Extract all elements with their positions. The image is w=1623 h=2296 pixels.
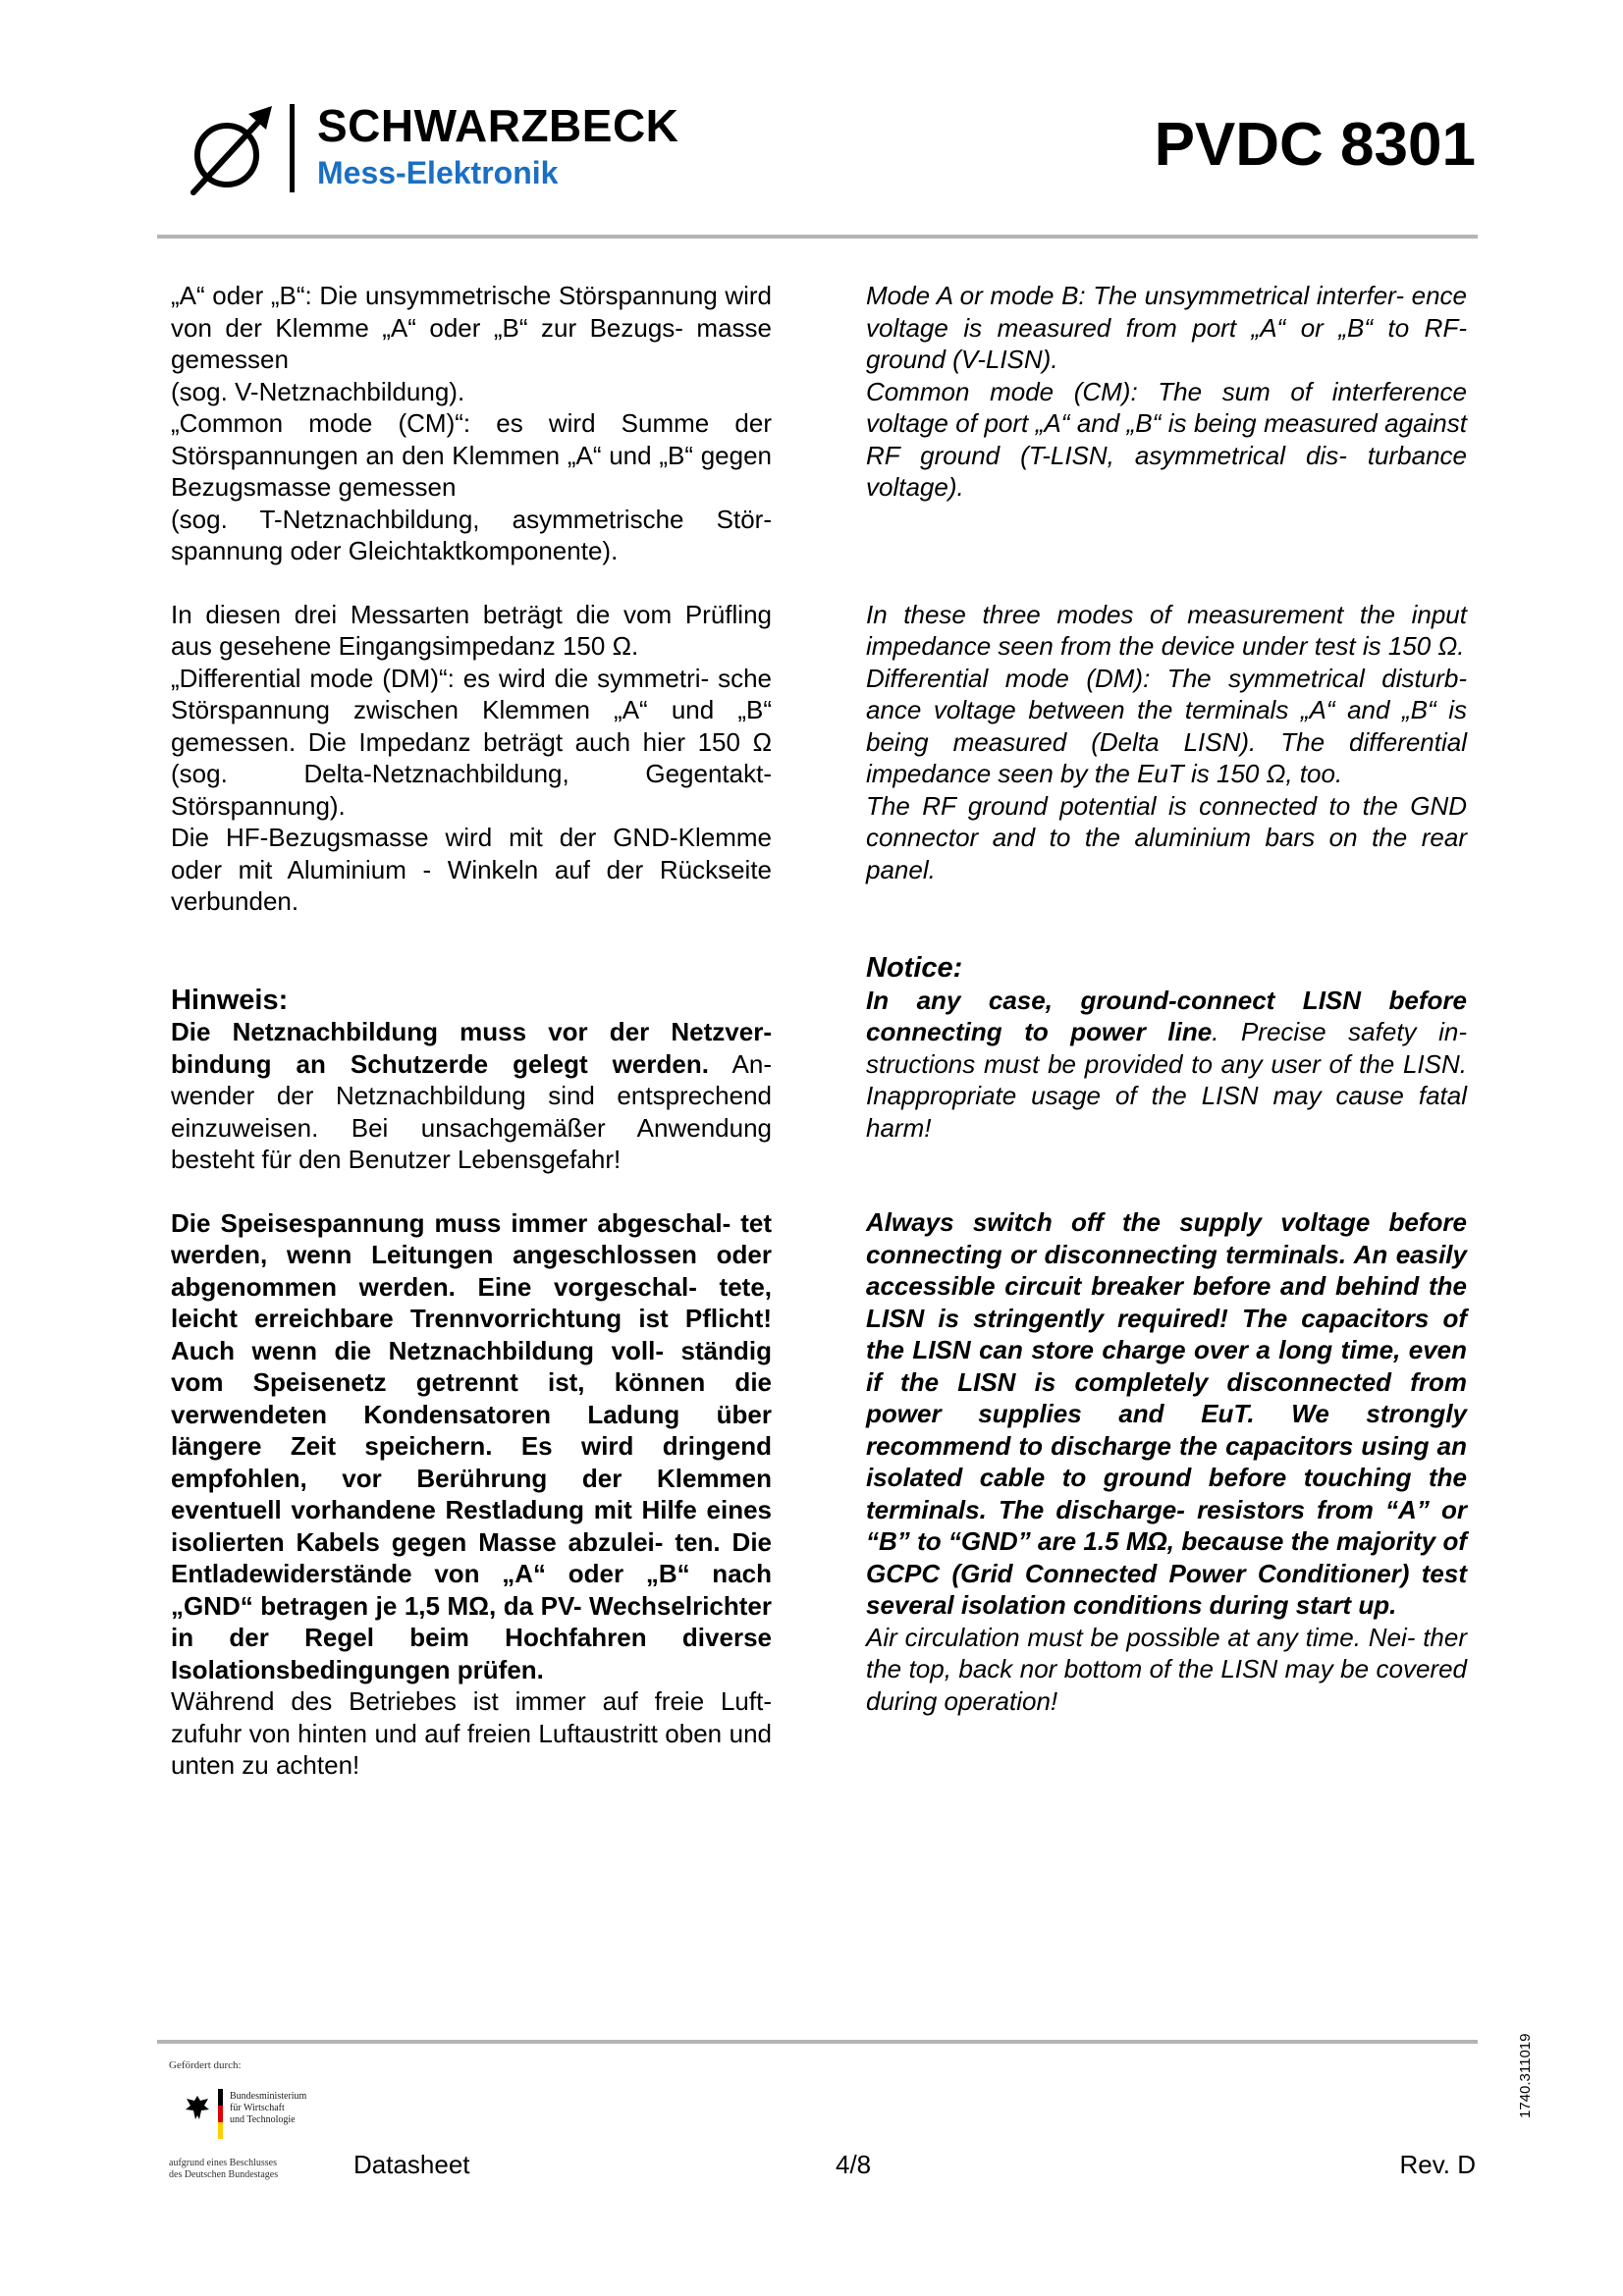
document-title: PVDC 8301: [1154, 111, 1476, 179]
text-line: Die HF-Bezugsmasse wird mit der GND-Klemme oder mit Aluminium - Winkeln auf der Rückseite verbunden.: [171, 823, 772, 916]
text-line: (sog. V-Netznachbildung).: [171, 376, 465, 406]
funding-logo: [169, 2059, 336, 2187]
notice-heading-en: Notice:: [866, 952, 963, 984]
impedance-paragraph-en: [866, 599, 1467, 886]
notice-bold-en: In any case, ground-connect LISN before connecting to power line: [866, 985, 1467, 1046]
ministry-name: [230, 2091, 306, 2126]
german-flag-icon: [218, 2089, 223, 2140]
text-line: Mode A or mode B: The unsymmetrical interfer- ence voltage is measured from port „A“ or „B“ to RF-ground (V-LISN).: [866, 281, 1467, 374]
notice-heading-de: Hinweis:: [171, 984, 289, 1016]
text-line: „Common mode (CM)“: es wird Summe der Störspannungen an den Klemmen „A“ und „B“ gegen Bezugsmasse gemessen: [171, 408, 772, 502]
modes-paragraph-de: [171, 280, 772, 567]
schwarzbeck-logo-icon: [182, 102, 280, 200]
warning-text-en: Always switch off the supply voltage before connecting or disconnecting terminals. An easily accessible circuit breaker before and behind the LISN is stringently required! The capacitors of the LISN can store charge over a long time, even if the LISN is completely disconnected from power supplies and EuT. We strongly recommend to discharge the capacitors using an isolated cable to ground before touching the terminals. The discharge- resistors from “A” or “B” to “GND” are 1.5 MΩ, because the majority of GCPC (Grid Connected Power Conditioner) test several isolation conditions during start up.: [866, 1207, 1467, 1620]
page-number: 4/8: [836, 2150, 872, 2179]
brand-logo: [172, 94, 682, 202]
text-line: Differential mode (DM): The symmetrical disturb- ance voltage between the terminals „A“ and „B“ is being measured (Delta LISN). The differential impedance seen by the EuT is 150 Ω, too.: [866, 663, 1467, 788]
warning-text-de: Die Speisespannung muss immer abgeschal- tet werden, wenn Leitungen angeschlossen oder abgenommen werden. Eine vorgeschal- tete, leicht erreichbare Trennvorrichtung ist Pflicht! Auch wenn die Netznachbildung voll- ständig vom Speisenetz getrennt ist, können die verwendeten Kondensatoren Ladung über längere Zeit speichern. Es wird dringend empfohlen, vor Berührung der Klemmen eventuell vorhandene Restladung mit Hilfe eines isolierten Kabels gegen Masse abzulei- ten. Die Entladewiderstände von „A“ oder „B“ nach „GND“ betragen je 1,5 MΩ, da PV- Wechselrichter in der Regel beim Hochfahren diverse Isolationsbedingungen prüfen.: [171, 1207, 772, 1684]
federal-eagle-icon: [183, 2093, 212, 2122]
footer-label: Datasheet: [353, 2150, 470, 2179]
modes-paragraph-en: [866, 280, 1467, 504]
ministry-line: Bundesministerium: [230, 2091, 307, 2102]
footer-divider: [157, 2040, 1478, 2044]
funding-caption: Gefördert durch:: [169, 2059, 242, 2071]
text-line: „Differential mode (DM)“: es wird die symmetri- sche Störspannung zwischen Klemmen „A“ und „B“ gemessen. Die Impedanz beträgt auch hier 150 Ω (sog. Delta-Netznachbildung, Gegentakt- Störspannung).: [171, 663, 772, 821]
text-line: (sog. T-Netznachbildung, asymmetrische Stör- spannung oder Gleichtaktkomponente).: [171, 504, 772, 565]
ministry-line: für Wirtschaft: [230, 2103, 285, 2113]
notice-text-de: [171, 1016, 772, 1176]
notice-rest-de: An- wender der Netznachbildung sind entsprechend einzuweisen. Bei unsachgemäßer Anwendung besteht für den Benutzer Lebensgefahr!: [171, 1048, 772, 1174]
text-line: The RF ground potential is connected to the GND connector and to the aluminium bars on the rear panel.: [866, 790, 1467, 884]
brand-subtitle: Mess-Elektronik: [317, 155, 559, 190]
text-line: „A“ oder „B“: Die unsymmetrische Störspannung wird von der Klemme „A“ oder „B“ zur Bezugs- masse gemessen: [171, 281, 772, 374]
ministry-line: und Technologie: [230, 2114, 296, 2125]
english-column: [866, 280, 1467, 1717]
funding-note-line: aufgrund eines Beschlusses: [169, 2158, 277, 2168]
text-line: In diesen drei Messarten beträgt die vom Prüfling aus gesehene Eingangsimpedanz 150 Ω.: [171, 599, 772, 661]
notice-rest-en: . Precise safety in- structions must be provided to any user of the LISN. Inappropriate usage of the LISN may cause fatal harm!: [866, 1017, 1467, 1143]
impedance-paragraph-de: [171, 599, 772, 918]
header-divider: [157, 235, 1478, 239]
text-line: In these three modes of measurement the input impedance seen from the device under test is 150 Ω.: [866, 599, 1467, 661]
funding-note: [169, 2158, 278, 2181]
german-column: [171, 280, 772, 1782]
funding-note-line: des Deutschen Bundestages: [169, 2169, 279, 2180]
notice-bold-de: Die Netznachbildung muss vor der Netzver- bindung an Schutzerde gelegt werden.: [171, 1017, 772, 1079]
text-line: Common mode (CM): The sum of interference voltage of port „A“ and „B“ is being measured against RF ground (T-LISN, asymmetrical dis- turbance voltage).: [866, 376, 1467, 502]
brand-name: SCHWARZBECK: [317, 100, 679, 151]
revision: Rev. D: [1399, 2150, 1476, 2179]
airflow-text-de: Während des Betriebes ist immer auf freie Luft- zufuhr von hinten und auf freien Luftaustritt oben und unten zu achten!: [171, 1686, 772, 1780]
notice-text-en: [866, 985, 1467, 1145]
document-code: 1740.311019: [1517, 2033, 1534, 2118]
airflow-text-en: Air circulation must be possible at any time. Nei- ther the top, back nor bottom of the LISN may be covered during operation!: [866, 1622, 1467, 1716]
logo-divider: [290, 104, 295, 192]
